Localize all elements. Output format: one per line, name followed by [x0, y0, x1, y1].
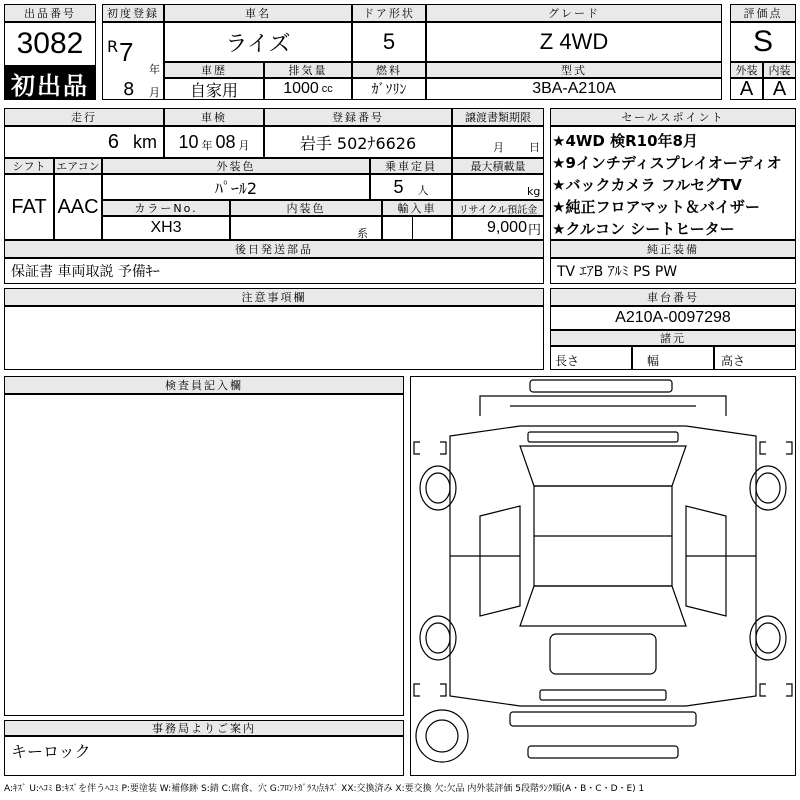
month-unit: 月	[149, 86, 160, 99]
first-registration-label: 初度登録	[102, 4, 164, 22]
shift-label: シフト	[4, 158, 54, 174]
displacement-value: 1000	[283, 80, 319, 97]
notes-area	[4, 306, 544, 370]
recycle-value: 9,000	[486, 219, 527, 236]
car-name: ライズ	[164, 22, 352, 62]
recycle-box	[452, 216, 544, 240]
history-label: 車歴	[164, 62, 264, 78]
color-number-value: XH3	[102, 216, 230, 240]
length-box	[550, 346, 632, 370]
score-label: 評価点	[730, 4, 796, 22]
model-label: 型式	[426, 62, 722, 78]
transfer-day-unit: 日	[529, 141, 540, 154]
displacement-box	[264, 78, 352, 100]
width-box	[632, 346, 714, 370]
recycle-label: リサイクル預託金	[452, 200, 544, 216]
spec-label: 諸元	[550, 330, 796, 346]
capacity-value: 5	[393, 176, 404, 197]
later-parts-label: 後日発送部品	[4, 240, 544, 258]
sales-point-5: ★クルコン シートヒーター	[552, 220, 735, 238]
exterior-grade: A	[730, 78, 763, 100]
ac-label: エアコン	[54, 158, 102, 174]
max-load-unit: kg	[527, 185, 541, 198]
first-listing-badge: 初出品	[4, 66, 96, 100]
interior-grade-label: 内装	[763, 62, 796, 78]
sales-point-1: ★4WD 検R10年8月	[552, 132, 698, 150]
inspector-label: 検査員記入欄	[4, 376, 404, 394]
sales-point-2: ★9インチディスプレイオーディオ	[552, 154, 782, 172]
later-parts-value: 保証書 車両取説 予備ｷｰ	[4, 258, 544, 284]
inspector-area	[4, 394, 404, 716]
import-divider	[412, 216, 452, 240]
score-value: S	[730, 22, 796, 62]
sales-point-3: ★バックカメラ フルセグTV	[552, 176, 742, 194]
inspection-box	[164, 126, 264, 158]
exterior-color-label: 外装色	[102, 158, 370, 174]
lot-number: 3082	[4, 22, 96, 66]
car-damage-diagram	[410, 376, 796, 776]
shift-value: FAT	[4, 174, 54, 240]
height-box	[714, 346, 796, 370]
mileage-unit: km	[133, 131, 157, 152]
damage-legend: A:ｷｽﾞ U:ﾍｺﾐ B:ｷｽﾞを伴うﾍｺﾐ P:要塗装 W:補修跡 S:錆 C:腐食、穴 G:ﾌﾛﾝﾄｶﾞﾗｽ点ｷｽﾞ XX:交換済み X:要交換 欠:欠品 内外装評価 5段階ﾗﾝｸ順(A・B・C・D・E) 1	[4, 784, 645, 794]
inspection-year-unit: 年	[201, 140, 213, 152]
transfer-month-unit: 月	[493, 141, 504, 154]
grade-value: Z 4WD	[426, 22, 722, 62]
inspection-month: 08	[215, 131, 236, 152]
mileage-label: 走行	[4, 108, 164, 126]
sales-points-label: セールスポイント	[550, 108, 796, 126]
transfer-deadline-box	[452, 126, 544, 158]
width-label: 幅	[647, 354, 660, 368]
capacity-box	[370, 174, 452, 200]
equipment-value: TV ｴｱB ｱﾙﾐ PS PW	[550, 258, 796, 284]
door-label: ドア形状	[352, 4, 426, 22]
interior-grade: A	[763, 78, 796, 100]
car-name-label: 車名	[164, 4, 352, 22]
capacity-label: 乗車定員	[370, 158, 452, 174]
max-load-box	[452, 174, 544, 200]
exterior-grade-label: 外装	[730, 62, 763, 78]
inspection-year: 10	[178, 131, 199, 152]
exterior-color-value: ﾊﾟｰﾙ2	[102, 174, 370, 200]
chassis-value: A210A-0097298	[550, 306, 796, 330]
office-value: キーロック	[4, 736, 404, 776]
color-number-label: カラーNo.	[102, 200, 230, 216]
sales-point-4: ★純正フロアマット＆バイザー	[552, 198, 760, 216]
history-value: 自家用	[164, 78, 264, 100]
mileage-box	[4, 126, 164, 158]
transfer-deadline-label: 譲渡書類期限	[452, 108, 544, 126]
grade-label: グレード	[426, 4, 722, 22]
lot-number-label: 出品番号	[4, 4, 96, 22]
inspection-month-unit: 月	[238, 140, 250, 152]
registration-value: 岩手 502ﾅ6626	[264, 126, 452, 158]
first-registration-month: 8	[123, 79, 135, 100]
registration-label: 登録番号	[264, 108, 452, 126]
interior-color-label: 内装色	[230, 200, 382, 216]
first-registration-year: 7	[119, 37, 134, 67]
recycle-unit: 円	[527, 221, 541, 237]
mileage-value: 6	[107, 130, 119, 153]
import-label: 輸入車	[382, 200, 452, 216]
first-registration-era: R	[107, 37, 119, 56]
interior-color-box	[230, 216, 382, 240]
year-unit: 年	[149, 63, 160, 76]
displacement-label: 排気量	[264, 62, 352, 78]
office-label: 事務局よりご案内	[4, 720, 404, 736]
chassis-label: 車台番号	[550, 288, 796, 306]
capacity-unit: 人	[417, 184, 429, 197]
model-value: 3BA-A210A	[426, 78, 722, 100]
fuel-label: 燃料	[352, 62, 426, 78]
fuel-value: ｶﾞｿﾘﾝ	[352, 78, 426, 100]
notes-label: 注意事項欄	[4, 288, 544, 306]
max-load-label: 最大積載量	[452, 158, 544, 174]
ac-value: AAC	[54, 174, 102, 240]
length-label: 長さ	[555, 354, 580, 368]
door-value: 5	[352, 22, 426, 62]
inspection-label: 車検	[164, 108, 264, 126]
first-registration-box	[102, 22, 164, 100]
displacement-unit: cc	[321, 83, 333, 95]
equipment-label: 純正装備	[550, 240, 796, 258]
height-label: 高さ	[721, 354, 746, 368]
interior-color-unit: 系	[357, 227, 368, 240]
